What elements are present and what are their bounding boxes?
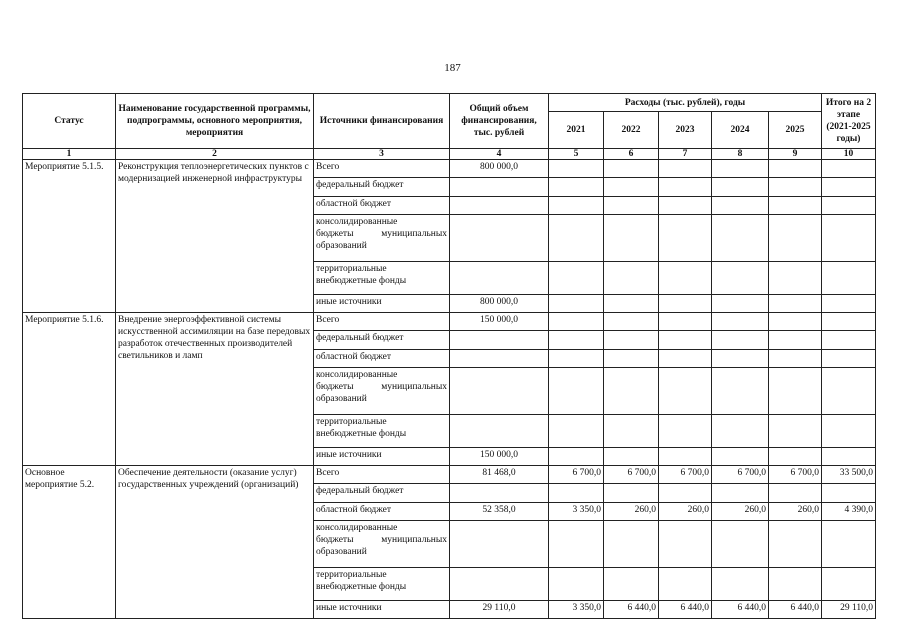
year-amount — [659, 448, 712, 466]
year-amount — [712, 313, 769, 331]
year-amount — [549, 568, 604, 601]
source-label: иные источники — [316, 450, 382, 460]
total-funding — [450, 484, 549, 503]
year-amount — [712, 484, 769, 503]
column-number: 8 — [712, 149, 769, 160]
column-number: 7 — [659, 149, 712, 160]
year-amount — [769, 313, 822, 331]
stage-total — [822, 521, 876, 568]
year-amount — [712, 295, 769, 313]
year-amount — [712, 331, 769, 350]
year-amount: 3 350,0 — [549, 503, 604, 521]
year-amount — [659, 197, 712, 215]
year-amount — [549, 484, 604, 503]
header-stage-total: Итого на 2 этапе (2021-2025 годы) — [822, 94, 876, 149]
source-other — [314, 448, 450, 466]
header-year: 2022 — [604, 112, 659, 149]
table-row — [23, 466, 876, 484]
source-label: бюджеты муниципальных — [316, 535, 447, 545]
year-amount: 6 700,0 — [604, 466, 659, 484]
stage-total: 29 110,0 — [822, 601, 876, 619]
year-amount — [549, 448, 604, 466]
source-label: Всего — [316, 468, 340, 478]
year-amount — [604, 215, 659, 262]
year-amount — [604, 448, 659, 466]
source-oblast — [314, 503, 450, 521]
source-label: областной бюджет — [316, 505, 392, 515]
page-number: 187 — [444, 62, 461, 74]
year-amount — [769, 295, 822, 313]
source-label: федеральный бюджет — [316, 333, 404, 343]
year-amount — [604, 313, 659, 331]
stage-total — [822, 197, 876, 215]
total-funding: 800 000,0 — [450, 160, 549, 178]
year-amount — [769, 415, 822, 448]
stage-total — [822, 350, 876, 368]
year-amount: 260,0 — [712, 503, 769, 521]
measure-status: Мероприятие 5.1.6. — [23, 313, 116, 466]
year-amount — [659, 568, 712, 601]
year-amount — [769, 160, 822, 178]
year-amount — [549, 331, 604, 350]
year-amount — [712, 160, 769, 178]
column-number: 3 — [314, 149, 450, 160]
stage-total — [822, 368, 876, 415]
stage-total — [822, 313, 876, 331]
year-amount: 6 440,0 — [604, 601, 659, 619]
stage-total — [822, 331, 876, 350]
stage-total: 33 500,0 — [822, 466, 876, 484]
stage-total — [822, 262, 876, 295]
year-amount — [659, 484, 712, 503]
year-amount: 6 700,0 — [659, 466, 712, 484]
table-body — [23, 160, 876, 619]
year-amount — [769, 484, 822, 503]
source-label: федеральный бюджет — [316, 486, 404, 496]
source-label: бюджеты муниципальных — [316, 382, 447, 392]
year-amount: 260,0 — [769, 503, 822, 521]
column-number: 6 — [604, 149, 659, 160]
source-label: внебюджетные фонды — [316, 276, 407, 286]
header-year: 2025 — [769, 112, 822, 149]
year-amount — [549, 313, 604, 331]
year-amount — [604, 484, 659, 503]
year-amount — [659, 262, 712, 295]
year-amount: 6 440,0 — [712, 601, 769, 619]
total-funding — [450, 331, 549, 350]
source-label: Всего — [316, 315, 340, 325]
year-amount — [712, 350, 769, 368]
year-amount — [659, 331, 712, 350]
year-amount — [712, 521, 769, 568]
year-amount — [712, 197, 769, 215]
year-amount — [549, 415, 604, 448]
year-amount: 6 700,0 — [712, 466, 769, 484]
year-amount — [604, 197, 659, 215]
source-consolidated — [314, 215, 450, 262]
year-amount — [712, 415, 769, 448]
year-amount — [769, 262, 822, 295]
source-total — [314, 160, 450, 178]
total-funding — [450, 178, 549, 197]
total-funding: 29 110,0 — [450, 601, 549, 619]
year-amount — [604, 160, 659, 178]
year-amount — [712, 568, 769, 601]
year-amount — [712, 368, 769, 415]
total-funding — [450, 568, 549, 601]
year-amount — [659, 295, 712, 313]
year-amount — [659, 215, 712, 262]
year-amount — [549, 521, 604, 568]
stage-total: 4 390,0 — [822, 503, 876, 521]
source-consolidated — [314, 521, 450, 568]
total-funding — [450, 350, 549, 368]
source-label: территориальные — [316, 570, 387, 580]
year-amount — [712, 262, 769, 295]
year-amount — [712, 448, 769, 466]
year-amount — [712, 178, 769, 197]
year-amount — [604, 262, 659, 295]
year-amount — [604, 368, 659, 415]
year-amount — [604, 521, 659, 568]
stage-total — [822, 484, 876, 503]
header-total: Общий объем финансирования, тыс. рублей — [450, 94, 549, 149]
source-label: иные источники — [316, 297, 382, 307]
total-funding: 150 000,0 — [450, 313, 549, 331]
stage-total — [822, 215, 876, 262]
year-amount — [604, 178, 659, 197]
year-amount — [604, 415, 659, 448]
source-oblast — [314, 197, 450, 215]
source-label: иные источники — [316, 603, 382, 613]
year-amount: 6 440,0 — [769, 601, 822, 619]
source-label: областной бюджет — [316, 199, 392, 209]
total-funding — [450, 197, 549, 215]
source-oblast — [314, 350, 450, 368]
source-territorial — [314, 415, 450, 448]
source-label: территориальные — [316, 264, 387, 274]
year-amount — [769, 178, 822, 197]
year-amount: 6 700,0 — [769, 466, 822, 484]
year-amount — [659, 350, 712, 368]
source-label: Всего — [316, 162, 340, 172]
source-label: образований — [316, 241, 367, 251]
year-amount — [549, 160, 604, 178]
source-label: областной бюджет — [316, 352, 392, 362]
source-territorial — [314, 568, 450, 601]
financing-table — [22, 93, 876, 619]
header-expenses: Расходы (тыс. рублей), годы — [549, 94, 822, 112]
column-number: 2 — [116, 149, 314, 160]
header-year: 2021 — [549, 112, 604, 149]
total-funding: 150 000,0 — [450, 448, 549, 466]
source-label: бюджеты муниципальных — [316, 229, 447, 239]
year-amount — [549, 262, 604, 295]
table-row — [23, 160, 876, 178]
total-funding — [450, 368, 549, 415]
stage-total — [822, 178, 876, 197]
year-amount — [769, 350, 822, 368]
year-amount — [549, 350, 604, 368]
source-territorial — [314, 262, 450, 295]
header-name: Наименование государственной программы, подпрограммы, основного мероприятия, мероприятия — [116, 94, 314, 149]
measure-name: Внедрение энергоэффективной системы искусственной ассимиляции на базе передовых разработок отечественных производителей светильников и ламп — [116, 313, 314, 466]
column-number: 5 — [549, 149, 604, 160]
source-label: территориальные — [316, 417, 387, 427]
stage-total — [822, 448, 876, 466]
source-federal — [314, 178, 450, 197]
source-other — [314, 295, 450, 313]
year-amount: 6 700,0 — [549, 466, 604, 484]
source-federal — [314, 484, 450, 503]
year-amount — [769, 197, 822, 215]
measure-name: Обеспечение деятельности (оказание услуг) государственных учреждений (организаций) — [116, 466, 314, 619]
source-label: образований — [316, 547, 367, 557]
total-funding: 52 358,0 — [450, 503, 549, 521]
year-amount — [769, 568, 822, 601]
year-amount — [769, 331, 822, 350]
total-funding — [450, 262, 549, 295]
year-amount — [549, 368, 604, 415]
year-amount — [659, 178, 712, 197]
year-amount — [604, 568, 659, 601]
source-label: консолидированные — [316, 217, 398, 227]
year-amount — [659, 415, 712, 448]
measure-status: Мероприятие 5.1.5. — [23, 160, 116, 313]
year-amount: 260,0 — [659, 503, 712, 521]
header-year: 2024 — [712, 112, 769, 149]
source-label: консолидированные — [316, 523, 398, 533]
total-funding — [450, 215, 549, 262]
year-amount — [659, 521, 712, 568]
source-label: консолидированные — [316, 370, 398, 380]
total-funding: 800 000,0 — [450, 295, 549, 313]
year-amount — [659, 368, 712, 415]
year-amount — [549, 215, 604, 262]
column-number: 1 — [23, 149, 116, 160]
year-amount — [659, 160, 712, 178]
source-federal — [314, 331, 450, 350]
year-amount — [604, 295, 659, 313]
stage-total — [822, 160, 876, 178]
source-total — [314, 313, 450, 331]
total-funding — [450, 415, 549, 448]
measure-name: Реконструкция теплоэнергетических пунктов с модернизацией инженерной инфраструктуры — [116, 160, 314, 313]
year-amount — [769, 368, 822, 415]
source-other — [314, 601, 450, 619]
source-label: внебюджетные фонды — [316, 429, 407, 439]
year-amount: 3 350,0 — [549, 601, 604, 619]
source-consolidated — [314, 368, 450, 415]
stage-total — [822, 415, 876, 448]
header-status: Статус — [23, 94, 116, 149]
table-row — [23, 313, 876, 331]
year-amount — [549, 178, 604, 197]
year-amount — [604, 331, 659, 350]
year-amount — [659, 313, 712, 331]
year-amount — [549, 295, 604, 313]
year-amount: 6 440,0 — [659, 601, 712, 619]
year-amount — [769, 448, 822, 466]
source-label: внебюджетные фонды — [316, 582, 407, 592]
year-amount — [549, 197, 604, 215]
year-amount — [604, 350, 659, 368]
header-year: 2023 — [659, 112, 712, 149]
stage-total — [822, 568, 876, 601]
year-amount — [712, 215, 769, 262]
source-label: федеральный бюджет — [316, 180, 404, 190]
column-number: 9 — [769, 149, 822, 160]
year-amount — [769, 521, 822, 568]
measure-status: Основное мероприятие 5.2. — [23, 466, 116, 619]
source-label: образований — [316, 394, 367, 404]
stage-total — [822, 295, 876, 313]
column-number: 4 — [450, 149, 549, 160]
year-amount — [769, 215, 822, 262]
total-funding: 81 468,0 — [450, 466, 549, 484]
column-number: 10 — [822, 149, 876, 160]
year-amount: 260,0 — [604, 503, 659, 521]
total-funding — [450, 521, 549, 568]
header-sources: Источники финансирования — [314, 94, 450, 149]
source-total — [314, 466, 450, 484]
